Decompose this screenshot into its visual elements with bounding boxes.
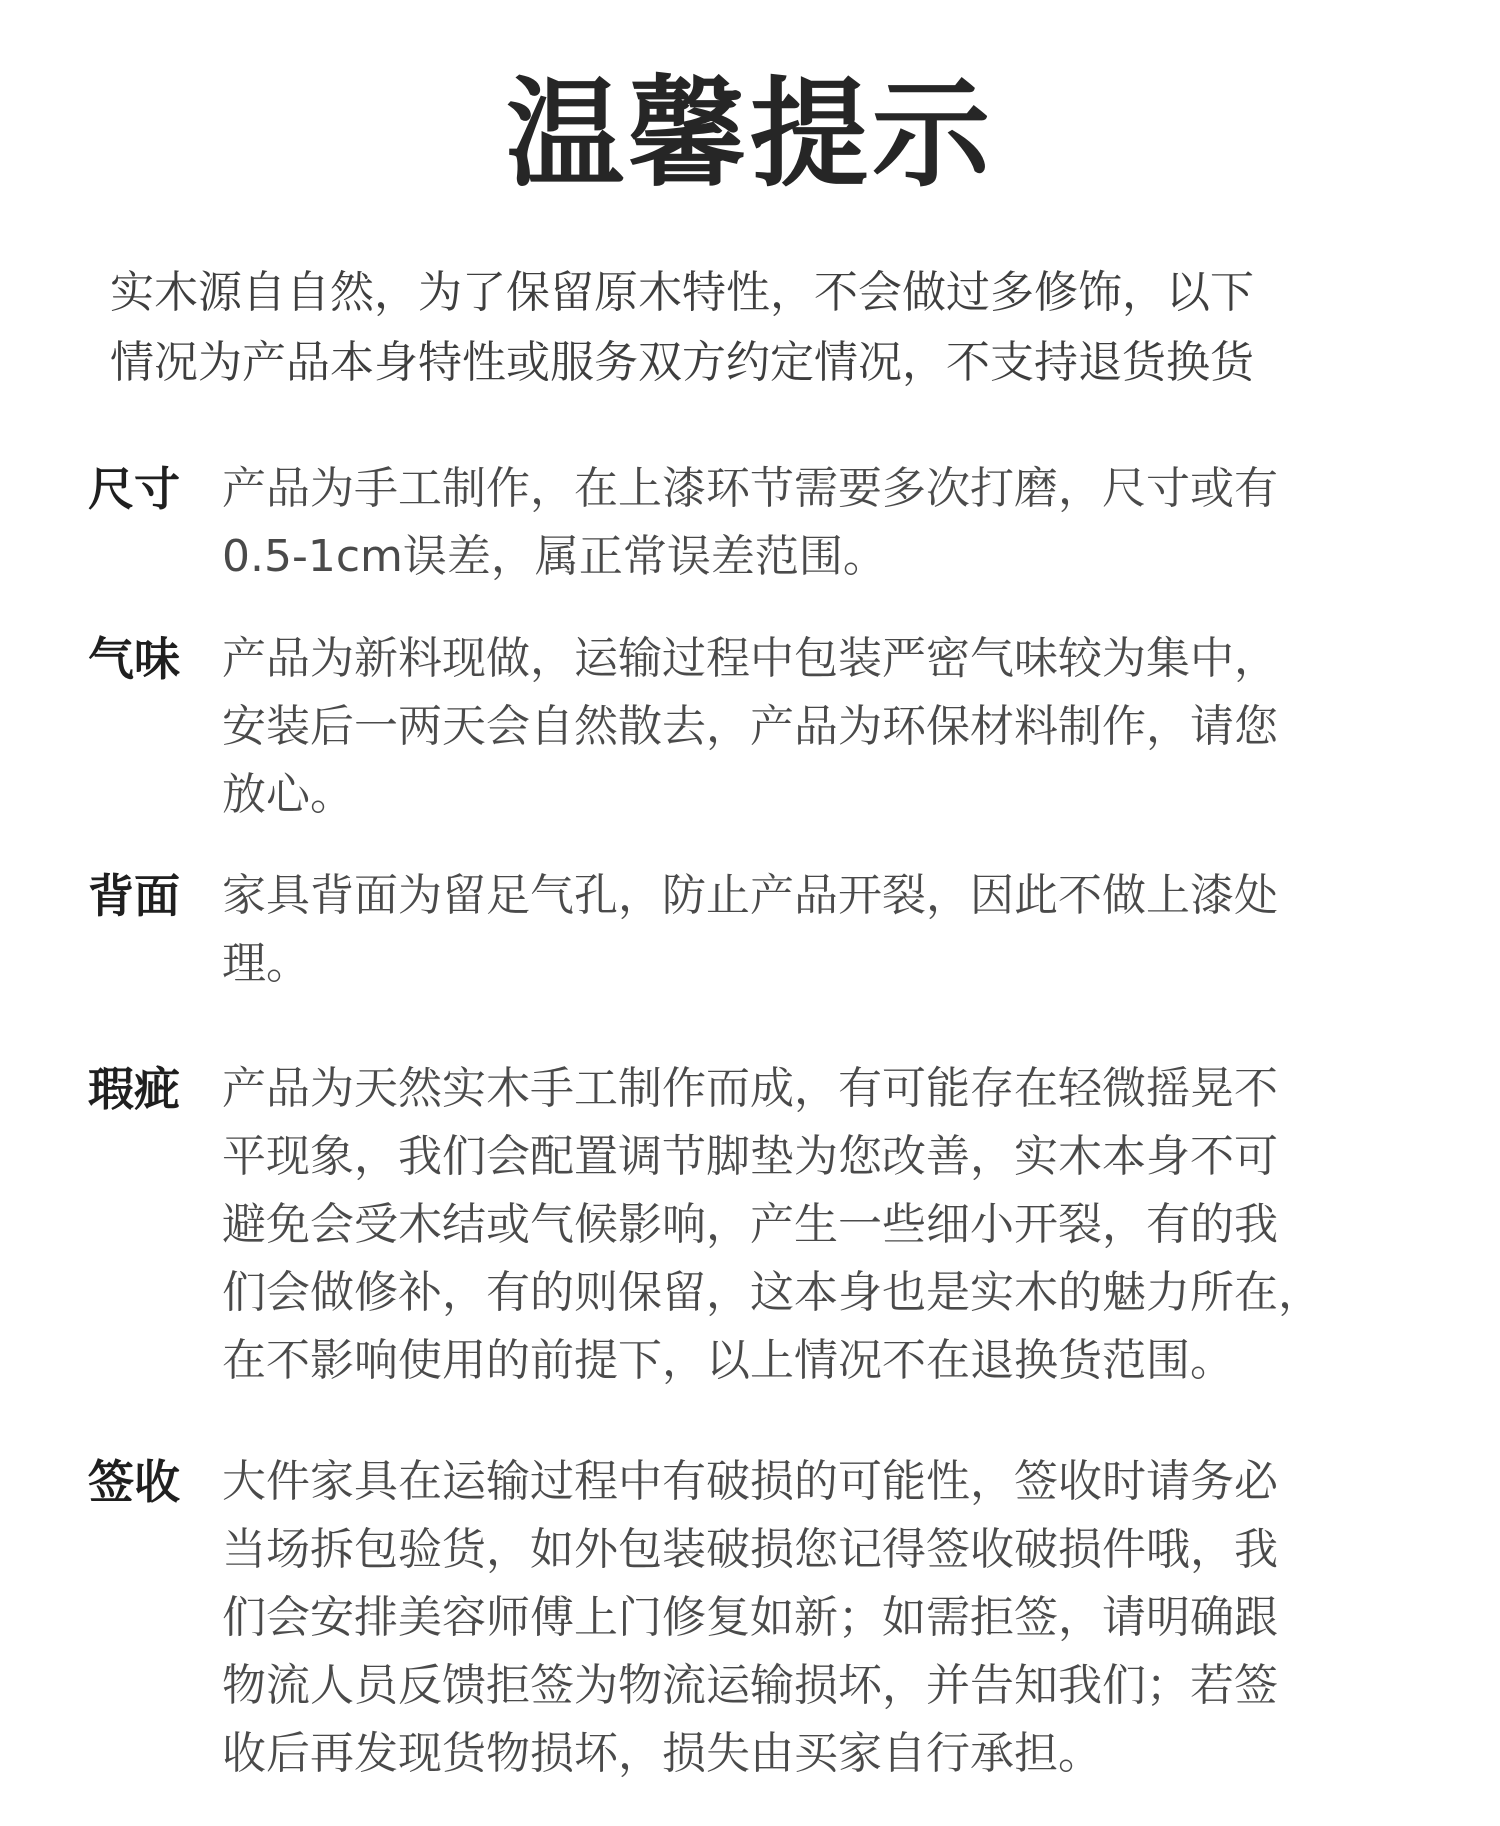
intro-line: 实木源自自然，为了保留原木特性，不会做过多修饰，以下	[110, 267, 1254, 318]
notice-line: 收后再发现货物损坏，损失由买家自行承担。	[222, 1728, 1102, 1779]
intro-line: 情况为产品本身特性或服务双方约定情况，不支持退货换货	[110, 337, 1254, 388]
notice-line: 们会安排美容师傅上门修复如新；如需拒签，请明确跟	[222, 1592, 1278, 1643]
notice-flaws	[88, 1055, 1418, 1395]
notice-line: 当场拆包验货，如外包装破损您记得签收破损件哦，我	[222, 1524, 1278, 1575]
notice-line: 物流人员反馈拒签为物流运输损坏，并告知我们；若签	[222, 1660, 1278, 1711]
notice-line: 避免会受木结或气候影响，产生一些细小开裂，有的我	[222, 1199, 1278, 1250]
notice-line: 们会做修补，有的则保留，这本身也是实木的魅力所在，	[222, 1267, 1322, 1318]
notice-line: 产品为手工制作，在上漆环节需要多次打磨，尺寸或有	[222, 463, 1278, 514]
notice-body-flaws	[222, 1055, 1418, 1395]
notice-line: 产品为天然实木手工制作而成，有可能存在轻微摇晃不	[222, 1063, 1278, 1114]
notice-odor	[88, 625, 1418, 829]
notice-signing	[88, 1448, 1418, 1788]
notice-label-odor: 气味	[88, 632, 180, 686]
notice-line: 放心。	[222, 769, 354, 820]
notice-line: 理。	[222, 938, 310, 989]
notice-label-flaws: 瑕疵	[88, 1062, 180, 1116]
notice-body-size	[222, 455, 1418, 591]
notice-line: 大件家具在运输过程中有破损的可能性，签收时请务必	[222, 1456, 1278, 1507]
notice-label-back: 背面	[88, 869, 180, 923]
notice-line: 0.5-1cm误差，属正常误差范围。	[222, 531, 887, 582]
notice-body-odor	[222, 625, 1418, 829]
notice-size	[88, 455, 1418, 591]
notice-line: 产品为新料现做，运输过程中包装严密气味较为集中，	[222, 633, 1278, 684]
intro-paragraph	[110, 258, 1410, 398]
notice-body-signing	[222, 1448, 1418, 1788]
notice-back	[88, 862, 1418, 998]
notice-line: 安装后一两天会自然散去，产品为环保材料制作，请您	[222, 701, 1278, 752]
notice-label-signing: 签收	[88, 1455, 180, 1509]
notice-label-size: 尺寸	[88, 462, 180, 516]
notice-line: 家具背面为留足气孔，防止产品开裂，因此不做上漆处	[222, 870, 1278, 921]
notice-body-back	[222, 862, 1418, 998]
page-title: 温馨提示	[505, 65, 994, 203]
notice-line: 在不影响使用的前提下，以上情况不在退换货范围。	[222, 1335, 1234, 1386]
notice-line: 平现象，我们会配置调节脚垫为您改善，实木本身不可	[222, 1131, 1278, 1182]
